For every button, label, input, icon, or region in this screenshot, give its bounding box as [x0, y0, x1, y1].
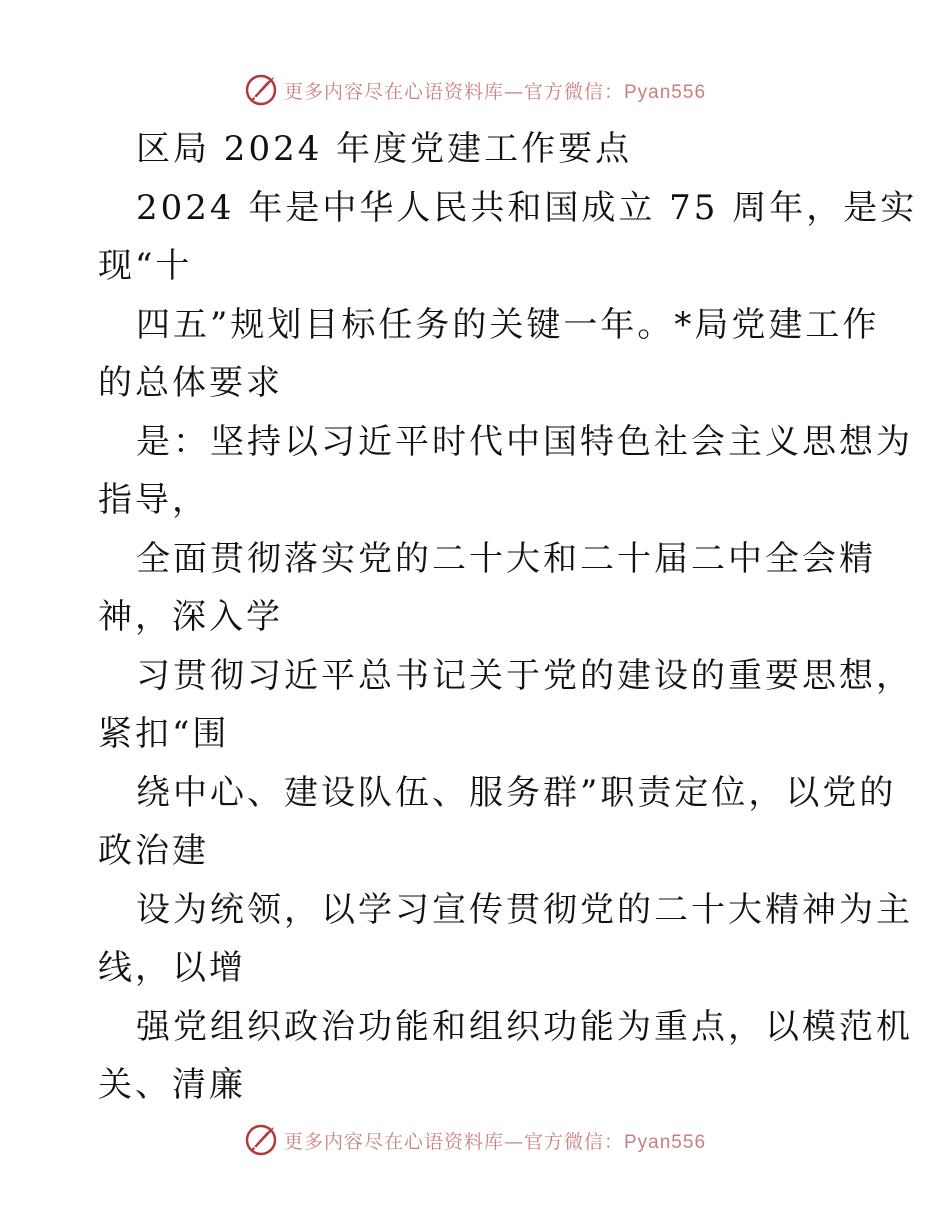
watermark-wechat-id: Pyan556	[624, 81, 707, 103]
text-line: 是：坚持以习近平时代中国特色社会主义思想为	[136, 421, 913, 462]
text-line: 神，深入学	[98, 597, 283, 637]
text-line: 习贯彻习近平总书记关于党的建设的重要思想，	[136, 655, 913, 696]
watermark-wechat-id: Pyan556	[624, 1131, 707, 1153]
text-line: 现“十	[98, 246, 193, 286]
watermark-label: 更多内容尽在心语资料库—官方微信：	[283, 80, 624, 103]
text-line: 区局 2024 年度党建工作要点	[136, 129, 633, 169]
red-quill-seal-icon	[244, 1123, 278, 1157]
watermark-label: 更多内容尽在心语资料库—官方微信：	[283, 1130, 624, 1153]
text-line: 四五”规划目标任务的关键一年。*局党建工作	[136, 304, 880, 345]
footer-watermark	[0, 1120, 950, 1160]
text-line: 强党组织政治功能和组织功能为重点，以模范机	[136, 1006, 913, 1047]
watermark-text	[284, 1127, 706, 1154]
text-line: 设为统领，以学习宣传贯彻党的二十大精神为主	[136, 889, 913, 930]
document-body	[98, 120, 918, 1115]
text-line: 线，以增	[98, 948, 246, 988]
text-line: 2024 年是中华人民共和国成立 75 周年，是实	[136, 187, 918, 228]
watermark-text	[284, 77, 706, 104]
text-line: 关、清廉	[98, 1065, 246, 1105]
text-line: 政治建	[98, 831, 209, 871]
text-line: 绕中心、建设队伍、服务群”职责定位，以党的	[136, 772, 897, 813]
text-line: 指导，	[98, 480, 209, 520]
header-watermark	[0, 70, 950, 110]
red-quill-seal-icon	[244, 73, 278, 107]
text-line: 紧扣“围	[98, 714, 230, 754]
text-line: 全面贯彻落实党的二十大和二十届二中全会精	[136, 538, 876, 579]
text-line: 的总体要求	[98, 363, 283, 403]
